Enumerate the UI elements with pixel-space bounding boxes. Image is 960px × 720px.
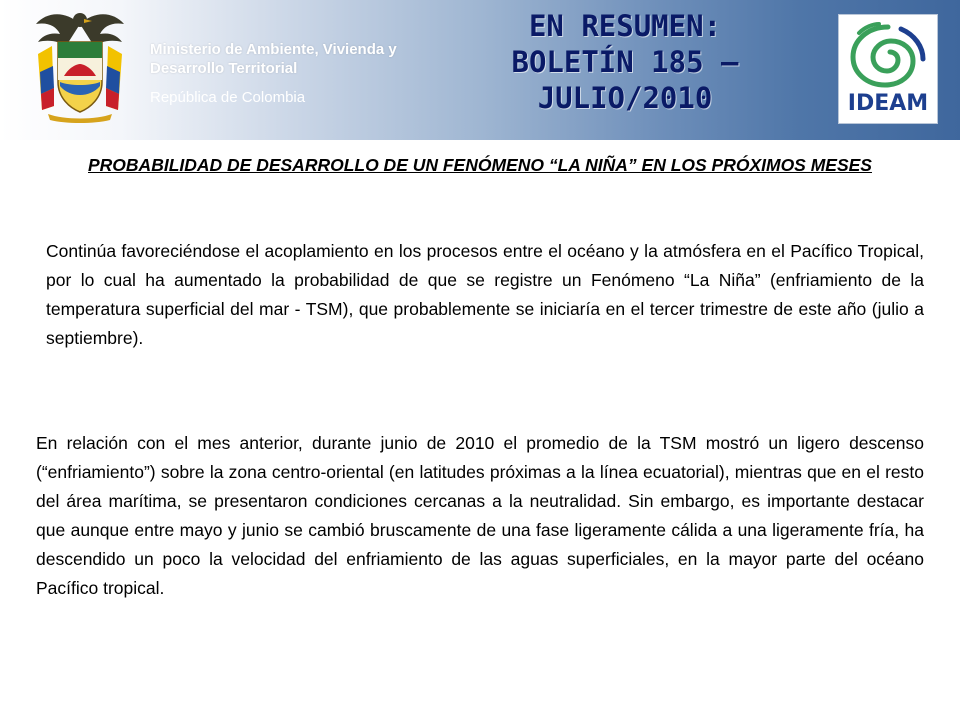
ideam-logo [838, 14, 938, 124]
page-title [460, 8, 790, 116]
section-heading: PROBABILIDAD DE DESARROLLO DE UN FENÓMENO “LA NIÑA” EN LOS PRÓXIMOS MESES [88, 155, 872, 175]
paragraph-1: Continúa favoreciéndose el acoplamiento en los procesos entre el océano y la atmósfera en el Pacífico Tropical, por lo cual ha aumentado la probabilidad de que se registre un Fenómeno “La Niña” (enfriamiento de la temperatura superficial del mar - TSM), que probablemente se iniciaría en el tercer trimestre de este año (julio a septiembre). [46, 241, 924, 348]
title-line-2: BOLETÍN 185 – [511, 45, 739, 79]
ideam-logo-text: IDEAM [847, 91, 929, 116]
ideam-swirl-icon [845, 19, 931, 91]
title-line-3: JULIO/2010 [537, 81, 713, 115]
paragraph-2: En relación con el mes anterior, durante junio de 2010 el promedio de la TSM mostró un ligero descenso (“enfriamiento”) sobre la zona centro-oriental (en latitudes próximas a la línea ecuatorial), mientras que en el resto del área marítima, se presentaron condiciones cercanas a la neutralidad. Sin embargo, es importante destacar que aunque entre mayo y junio se cambió bruscamente de una fase ligeramente cálida a una ligeramente fría, ha descendido un poco la velocidad del enfriamiento de las aguas superficiales, en la mayor parte del océano Pacífico tropical. [36, 433, 924, 598]
title-line-1: EN RESUMEN: [528, 9, 722, 43]
republic-name: República de Colombia [150, 89, 306, 106]
coat-of-arms-icon [30, 6, 130, 124]
ministry-name: Ministerio de Ambiente, Vivienda y Desarrollo Territorial [150, 41, 397, 77]
header-banner [0, 0, 960, 140]
